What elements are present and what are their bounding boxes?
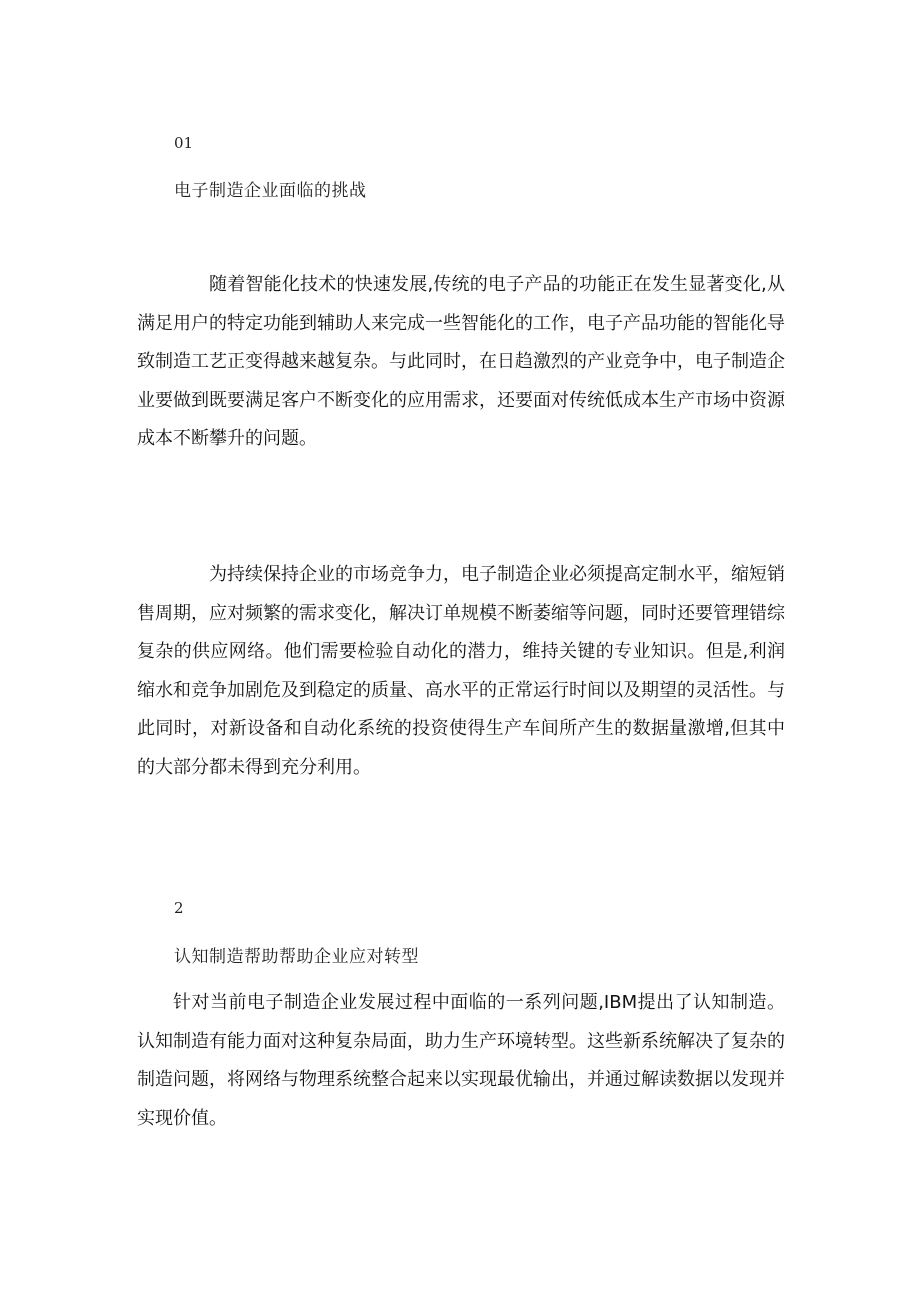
paragraph: 随着智能化技术的快速发展,传统的电子产品的功能正在发生显著变化,从满足用户的特定功能到辅助人来完成一些智能化的工作，电子产品功能的智能化导致制造工艺正变得越来越复杂。与此同时，在日趋激烈的产业竞争中，电子制造企业要做到既要满足客户不断变化的应用需求，还要面对传统低成本生产市场中资源成本不断攀升的问题。 xyxy=(137,274,785,449)
section-number: 2 xyxy=(174,899,184,917)
paragraph: 针对当前电子制造企业发展过程中面临的一系列问题,IBM提出了认知制造。认知制造有能力面对这种复杂局面，助力生产环境转型。这些新系统解决了复杂的制造问题，将网络与物理系统整合起来以实现最优输出，并通过解读数据以发现并实现价值。 xyxy=(137,992,785,1129)
section-number: 01 xyxy=(174,134,194,152)
paragraph: 为持续保持企业的市场竞争力，电子制造企业必须提高定制水平，缩短销售周期，应对频繁的需求变化，解决订单规模不断萎缩等问题，同时还要管理错综复杂的供应网络。他们需要检验自动化的潜力，维持关键的专业知识。但是,利润缩水和竞争加剧危及到稳定的质量、高水平的正常运行时间以及期望的灵活性。与此同时，对新设备和自动化系统的投资使得生产车间所产生的数据量激增,但其中的大部分都未得到充分利用。 xyxy=(137,564,785,778)
section-title: 电子制造企业面临的挑战 xyxy=(174,181,367,201)
section-title: 认知制造帮助帮助企业应对转型 xyxy=(174,947,419,967)
